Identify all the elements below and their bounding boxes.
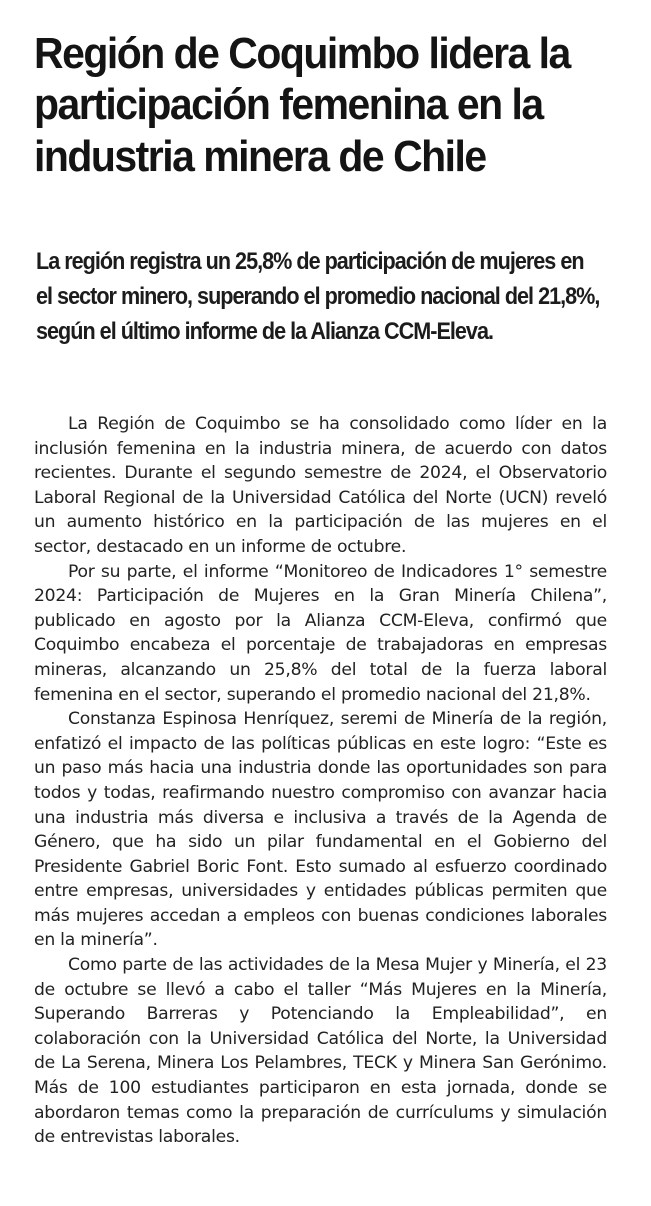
body-paragraph: Como parte de las actividades de la Mesa Mujer y Minería, el 23 de octubre se llevó a cabo el taller “Más Mujeres en la Minería, Superando Barreras y Potenciando la Empleabilidad”, en colaboración con la Universidad Católica del Norte, la Universidad de La Serena, Minera Los Pelambres, TECK y Minera San Gerónimo. Más de 100 estudiantes participaron en esta jornada, donde se abordaron temas como la preparación de currículums y simulación de entrevistas laborales. — [34, 955, 607, 1148]
headline: Región de Coquimbo lidera la participación femenina en la industria minera de Chile — [34, 29, 570, 181]
article-body — [34, 412, 607, 1150]
body-paragraph: La Región de Coquimbo se ha consolidado como líder en la inclusión femenina en la industria minera, de acuerdo con datos recientes. Durante el segundo semestre de 2024, el Observatorio Laboral Regional de la Universidad Católica del Norte (UCN) reveló un aumento histórico en la participación de las mujeres en el sector, destacado en un informe de octubre. — [34, 414, 607, 557]
body-paragraph: Por su parte, el informe “Monitoreo de Indicadores 1° semestre 2024: Participación de Mujeres en la Gran Minería Chilena”, publicado en agosto por la Alianza CCM-Eleva, confirmó que Coquimbo encabeza el porcentaje de trabajadoras en empresas mineras, alcanzando un 25,8% del total de la fuerza laboral femenina en el sector, superando el promedio nacional del 21,8%. — [34, 561, 607, 705]
subheadline: La región registra un 25,8% de participación de mujeres en el sector minero, superando el promedio nacional del 21,8%, según el último informe de la Alianza CCM-Eleva. — [36, 248, 600, 345]
body-paragraph: Constanza Espinosa Henríquez, seremi de Minería de la región, enfatizó el impacto de las políticas públicas en este logro: “Este es un paso más hacia una industria donde las oportunidades son para todos y todas, reafirmando nuestro compromiso con avanzar hacia una industria más diversa e inclusiva a través de la Agenda de Género, que ha sido un pilar fundamental en el Gobierno del Presidente Gabriel Boric Font. Esto sumado al esfuerzo coordinado entre empresas, universidades y entidades públicas permiten que más mujeres accedan a empleos con buenas condiciones laborales en la minería”. — [34, 709, 607, 951]
